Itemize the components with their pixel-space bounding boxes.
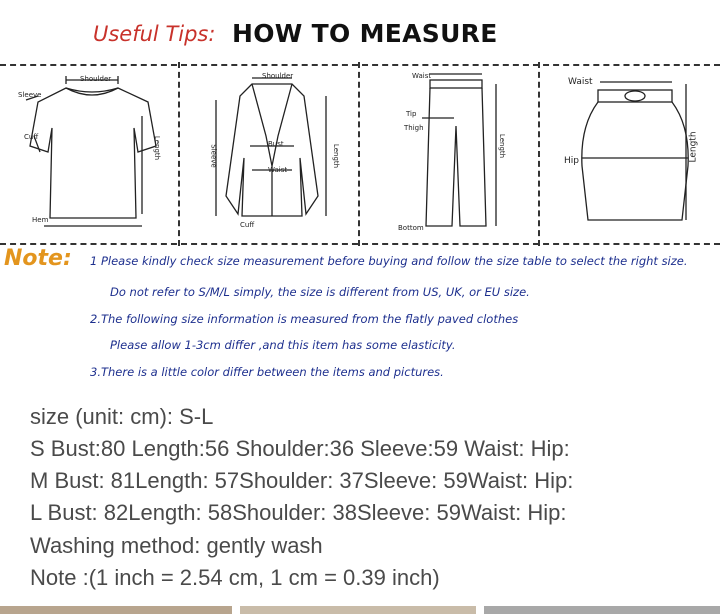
blazer-sleeve-label: Sleeve [209,144,218,168]
tshirt-hem-label: Hem [32,216,49,224]
spec-size-range: size (unit: cm): S-L [30,404,214,429]
strip-image-3 [484,606,720,614]
tshirt-length-label: Length [153,135,162,161]
pants-length-label: Length [498,133,507,159]
pants-bottom-label: Bottom [398,224,424,232]
skirt-length-label: Length [688,131,699,163]
pants-thigh-label: Thigh [404,124,424,132]
pants-illustration [360,66,538,242]
header [0,14,720,54]
next-image-strip [0,606,720,614]
blazer-bust-label: Bust [268,140,284,148]
spec-size-s: S Bust:80 Length:56 Shoulder:36 Sleeve:59 Waist: Hip: [30,436,570,461]
skirt-diagram [540,66,720,242]
tshirt-cuff-label: Cuff [24,133,39,141]
blazer-diagram [180,66,358,242]
skirt-waist-label: Waist [568,77,593,87]
note-line-1: 1 Please kindly check size measurement before buying and follow the size table to select the right size. [90,254,688,268]
tshirt-sleeve-label: Sleeve [18,91,42,99]
note-line-2: Do not refer to S/M/L simply, the size is different from US, UK, or EU size. [110,285,530,299]
strip-image-1 [0,606,232,614]
pants-waist-label: Waist [412,72,432,80]
skirt-hip-label: Hip [564,156,579,166]
note-heading: Note: [4,246,72,271]
spec-unit-note: Note :(1 inch = 2.54 cm, 1 cm = 0.39 inch) [30,565,440,590]
strip-image-2 [240,606,476,614]
blazer-shoulder-label: Shoulder [262,72,294,80]
tshirt-shoulder-label: Shoulder [80,75,112,83]
tshirt-diagram [0,66,178,242]
how-to-measure-title: HOW TO MEASURE [232,19,498,48]
spec-size-m: M Bust: 81Length: 57Shoulder: 37Sleeve: 59Waist: Hip: [30,468,574,493]
blazer-cuff-label: Cuff [240,221,255,229]
bottom-dashed-divider [0,243,720,245]
pants-diagram [360,66,538,242]
blazer-waist-label: Waist [268,166,288,174]
note-line-4: Please allow 1-3cm differ ,and this item has some elasticity. [110,338,456,352]
spec-washing-method: Washing method: gently wash [30,533,323,558]
blazer-length-label: Length [332,143,341,169]
pants-tip-label: Tip [406,110,417,118]
note-line-3: 2.The following size information is measured from the flatly paved clothes [90,312,519,326]
note-line-5: 3.There is a little color differ between the items and pictures. [90,365,444,379]
useful-tips-label: Useful Tips: [93,22,216,46]
spec-size-l: L Bust: 82Length: 58Shoulder: 38Sleeve: 59Waist: Hip: [30,500,567,525]
